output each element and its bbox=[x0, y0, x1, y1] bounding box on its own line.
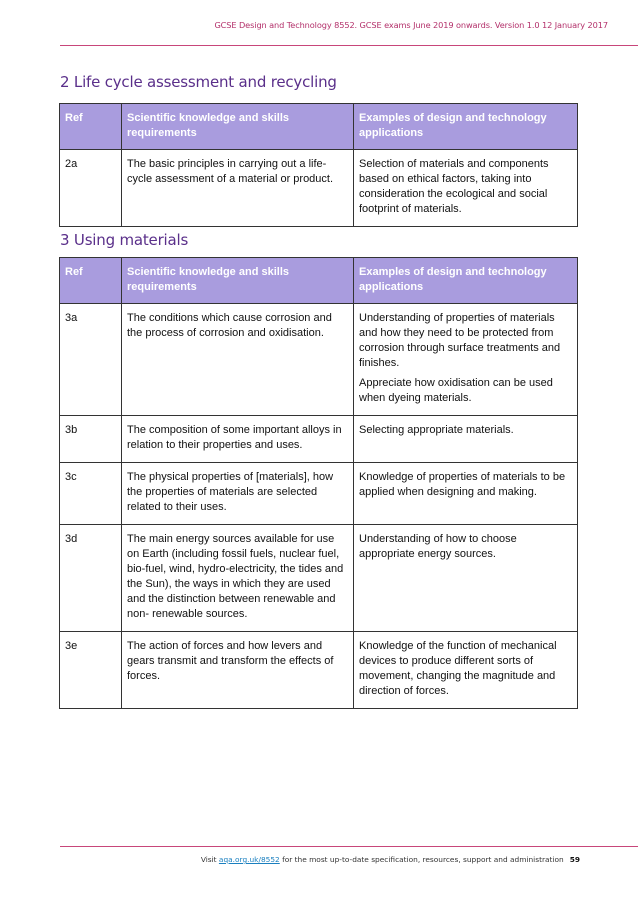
knowledge-cell: The composition of some important alloys in relation to their properties and uses. bbox=[122, 416, 354, 463]
column-header-knowledge: Scientific knowledge and skills requirements bbox=[122, 104, 354, 150]
example-paragraph: Selecting appropriate materials. bbox=[359, 424, 514, 436]
example-paragraph: Selection of materials and components based on ethical factors, taking into consideration the ecological and social footprint of materials. bbox=[359, 158, 549, 215]
footer-divider bbox=[60, 846, 638, 847]
table-header-row bbox=[60, 104, 578, 150]
footer bbox=[201, 855, 580, 864]
running-header: GCSE Design and Technology 8552. GCSE exams June 2019 onwards. Version 1.0 12 January 2017 bbox=[214, 20, 608, 30]
example-paragraph: Understanding of properties of materials and how they need to be protected from corrosion through surface treatments and finishes. bbox=[359, 312, 561, 369]
ref-cell: 3d bbox=[60, 525, 122, 632]
ref-cell: 3c bbox=[60, 463, 122, 525]
example-paragraph: Knowledge of the function of mechanical devices to produce different sorts of movement, changing the magnitude and direction of forces. bbox=[359, 640, 557, 697]
column-header-knowledge: Scientific knowledge and skills requirements bbox=[122, 258, 354, 304]
column-header-ref: Ref bbox=[60, 258, 122, 304]
table-row bbox=[60, 463, 578, 525]
section-2-table bbox=[59, 103, 578, 227]
column-header-ref: Ref bbox=[60, 104, 122, 150]
examples-cell bbox=[354, 304, 578, 416]
section-3-title: 3 Using materials bbox=[60, 231, 189, 249]
example-paragraph: Knowledge of properties of materials to be applied when designing and making. bbox=[359, 471, 566, 498]
knowledge-cell: The main energy sources available for use on Earth (including fossil fuels, nuclear fuel, bio-fuel, wind, hydro-electricity, the tides and the Sun), the ways in which they are used and the distinction between renewable and non- renewable sources. bbox=[122, 525, 354, 632]
table-row bbox=[60, 416, 578, 463]
section-3-table bbox=[59, 257, 578, 709]
spec-link[interactable]: aqa.org.uk/8552 bbox=[218, 855, 280, 864]
footer-suffix: for the most up-to-date specification, resources, support and administration bbox=[279, 855, 564, 864]
knowledge-cell: The physical properties of [materials], how the properties of materials are selected related to their uses. bbox=[122, 463, 354, 525]
header-divider bbox=[60, 45, 638, 46]
column-header-examples: Examples of design and technology applications bbox=[354, 258, 578, 304]
knowledge-cell: The basic principles in carrying out a life-cycle assessment of a material or product. bbox=[122, 150, 354, 227]
table-row bbox=[60, 150, 578, 227]
ref-cell: 3a bbox=[60, 304, 122, 416]
footer-prefix: Visit bbox=[200, 855, 219, 864]
example-paragraph: Appreciate how oxidisation can be used when dyeing materials. bbox=[359, 377, 553, 404]
examples-cell bbox=[354, 150, 578, 227]
table-row bbox=[60, 632, 578, 709]
examples-cell bbox=[354, 525, 578, 632]
section-2-title: 2 Life cycle assessment and recycling bbox=[60, 73, 337, 91]
knowledge-cell: The conditions which cause corrosion and the process of corrosion and oxidisation. bbox=[122, 304, 354, 416]
examples-cell bbox=[354, 463, 578, 525]
ref-cell: 2a bbox=[60, 150, 122, 227]
example-paragraph: Understanding of how to choose appropriate energy sources. bbox=[359, 533, 517, 560]
table-row bbox=[60, 304, 578, 416]
column-header-examples: Examples of design and technology applications bbox=[354, 104, 578, 150]
table-header-row bbox=[60, 258, 578, 304]
examples-cell bbox=[354, 632, 578, 709]
examples-cell bbox=[354, 416, 578, 463]
ref-cell: 3b bbox=[60, 416, 122, 463]
knowledge-cell: The action of forces and how levers and gears transmit and transform the effects of forces. bbox=[122, 632, 354, 709]
page-number: 59 bbox=[569, 855, 580, 864]
table-row bbox=[60, 525, 578, 632]
ref-cell: 3e bbox=[60, 632, 122, 709]
